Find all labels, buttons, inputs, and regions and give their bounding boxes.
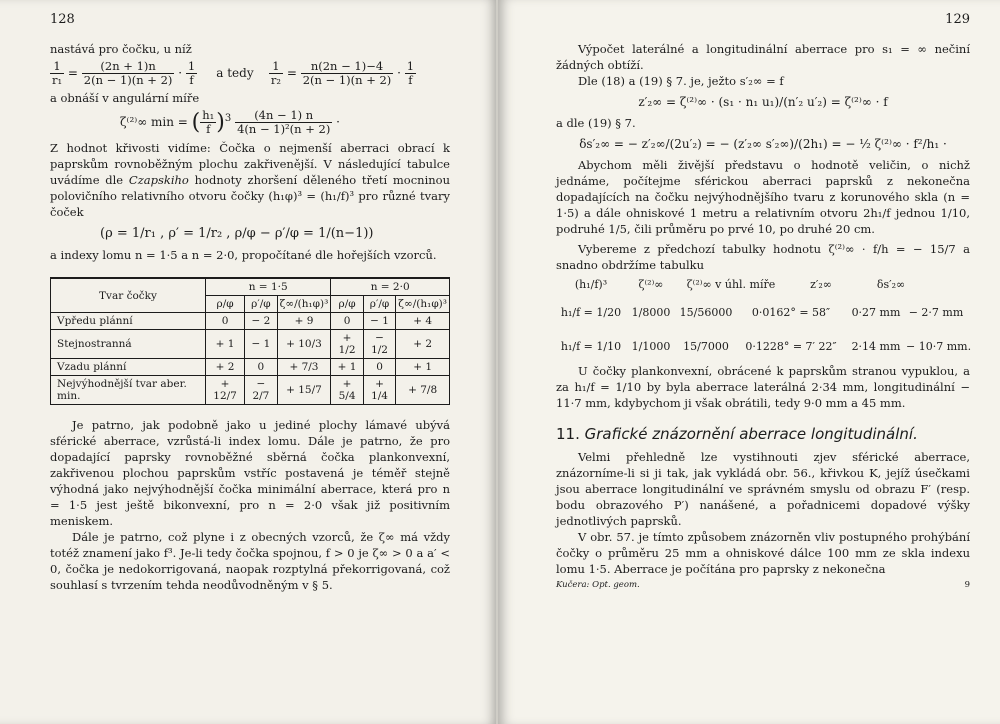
right-paragraph-7: V obr. 57. je tímto způsobem znázorněn vliv postupného prohýbání čočky o průměru 25 mm a ohniskové dálce 100 mm ze skla indexu lomu 1·5. Aberrace je počítána pro paprsky z nekonečna <box>556 530 970 576</box>
table-subheader: ρ′/φ <box>363 296 395 313</box>
table-subheader: ζ∞/(h₁φ)³ <box>396 296 450 313</box>
numeric-table-row: h₁/f = 1/10 1/1000 15/7000 0·1228° = 7′ 22″ 2·14 mm − 10·7 mm. <box>560 339 972 353</box>
right-paragraph-5: U čočky plankonvexní, obrácené k paprskům stranou vypuklou, a za h₁/f = 1/10 by byla aberrace laterálná 2·34 mm, longitudinální − 11·7 mm, kdybychom ji však obrátili, tedy 9·0 mm a 45 mm. <box>556 364 970 410</box>
equation-z: z′₂∞ = ζ⁽²⁾∞ · (s₁ · n₁ u₁)/(n′₂ u′₂) = ζ⁽²⁾∞ · f <box>638 95 888 109</box>
numeric-table <box>556 273 970 363</box>
table-subheader: ρ/φ <box>206 296 245 313</box>
table-subheader: ζ∞/(h₁φ)³ <box>277 296 331 313</box>
section-title: Grafické znázornění aberrace longitudinální. <box>584 425 918 443</box>
equation-ds: δs′₂∞ = − z′₂∞/(2u′₂) = − (z′₂∞ s′₂∞)/(2h₁) = − ½ ζ⁽²⁾∞ · f²/h₁ · <box>579 137 947 151</box>
table-subheader: ρ′/φ <box>245 296 277 313</box>
left-paragraph-2: Je patrno, jak podobně jako u jediné plochy lámavé ubývá sférické aberrace, vzrůstá-li index lomu. Dále je patrno, že pro dopadající paprsky rovnoběžné sběrná čočka plankonvexní, zakřivenou plochou paprskům vstříc postavená je téměř stejně výhodná jako nejvýhodnější čočka minimální aberrace, která pro n = 1·5 jest ještě bikonvexní, pro n = 2·0 však již positivním meniskem. <box>50 418 450 528</box>
right-paragraph-2: Dle (18) a (19) § 7. je, ježto s′₂∞ = f <box>578 74 784 88</box>
table-header-n15: n = 1·5 <box>206 278 331 296</box>
table-row: Stejnostranná + 1 − 1 + 10/3 + 1/2 − 1/2 + 2 <box>51 330 450 359</box>
page-footer <box>556 580 970 590</box>
left-intro: nastává pro čočku, u níž <box>50 42 192 56</box>
left-indexy: a indexy lomu n = 1·5 a n = 2·0, propočítané dle hořejších vzorců. <box>50 248 437 262</box>
left-obnasi: a obnáší v angulární míře <box>50 91 200 105</box>
table-row: Nejvýhodnější tvar aber. min. + 12/7 − 2/7 + 15/7 + 5/4 + 1/4 + 7/8 <box>51 376 450 405</box>
table-header-shape: Tvar čočky <box>51 278 206 313</box>
right-paragraph-6: Velmi přehledně lze vystihnouti zjev sférické aberrace, znázorníme-li si ji tak, jak vykládá obr. 56., křivkou K, jejíž úsečkami jsou aberrace longitudinální ve správném smyslu od obrazu F′ (resp. bodu obrazového P′) nanášené, a pořadnicemi dopadové výšky jednotlivých paprsků. <box>556 450 970 528</box>
right-paragraph-4: Vybereme z předchozí tabulky hodnotu ζ⁽²⁾∞ · f/h = − 15/7 a snadno obdržíme tabulku <box>556 242 970 272</box>
numeric-table-row: h₁/f = 1/20 1/8000 15/56000 0·0162° = 58″ 0·27 mm − 2·7 mm <box>560 305 964 319</box>
left-paragraph-1: Z hodnot křivosti vidíme: Čočka o nejmenší aberraci obrací k paprskům rovnoběžným plochu zakřivenější. V následující tabulce uvádíme dle Czapskiho hodnoty zhoršení děleného třetí mocninou polovičního relativního otvoru čočky (h₁φ)³ = (h₁/f)³ pro různé tvary čoček <box>50 141 450 219</box>
table-row: Vzadu plánní + 2 0 + 7/3 + 1 0 + 1 <box>51 359 450 376</box>
right-paragraph-1: Výpočet laterálné a longitudinální aberrace pro s₁ = ∞ nečiní žádných obtíží. <box>556 42 970 72</box>
table-subheader: ρ/φ <box>331 296 363 313</box>
right-adle: a dle (19) § 7. <box>556 116 636 130</box>
equation-connector: a tedy <box>216 66 254 80</box>
table-header-n20: n = 2·0 <box>331 278 450 296</box>
left-page-number: 128 <box>50 12 75 27</box>
right-paragraph-3: Abychom měli živější představu o hodnotě veličin, o nichž jednáme, počítejme sférickou aberraci paprsků z nekonečna dopadajících na čočku nejvýhodnějšího tvaru z korunového skla (n = 1·5) a dále ohniskové 1 metru a relativním otvoru 2h₁/f jednou 1/10, podruhé 1/5, čili průměru po prvé 10, po druhé 20 cm. <box>556 158 970 236</box>
left-page <box>0 0 496 724</box>
equation-zeta-min: ζ⁽²⁾∞ min = ( $\frac{\text{h₁}}{f}$ )$^3$ $\frac{(4n - 1) n}{\text{4(n − 1)²(n + 2)}}$ · <box>120 108 340 136</box>
right-page <box>498 0 1000 724</box>
section-heading <box>556 425 970 443</box>
footer-sheet-number: 9 <box>964 580 970 590</box>
footer-signature: Kučera: Opt. geom. <box>556 580 640 590</box>
right-page-number: 129 <box>945 12 970 27</box>
left-paragraph-3: Dále je patrno, což plyne i z obecných vzorců, že ζ∞ má vždy totéž znamení jako f³. Je-li tedy čočka spojnou, f > 0 je ζ∞ > 0 a a′ < 0, čočka je nedokorrigovaná, naopak rozptylná překorrigovaná, což souhlasí s tvrzením tehda neodůvodněným v § 5. <box>50 530 450 592</box>
section-number: 11. <box>556 425 580 443</box>
rho-definitions: (ρ = 1/r₁ , ρ′ = 1/r₂ , ρ/φ − ρ′/φ = 1/(n−1)) <box>100 226 374 241</box>
equation-r1: $\frac{1}{\text{r₁}}$ = $\frac{(2n + 1)n}{2(n - 1)(n + 2)}$ · $\frac{1}{f}$ a tedy $\frac{1}{\text{r₂}}$ = $\frac{n(2n - 1)-4}{2(n - 1)(n + 2)}$ · $\frac{1}{f}$ <box>52 59 415 87</box>
numeric-table-header: (h₁/f)³ ζ⁽²⁾∞ ζ⁽²⁾∞ v úhl. míře z′₂∞ δs′₂∞ <box>574 277 906 291</box>
aberration-table <box>50 277 450 405</box>
table-row: Vpředu plánní 0 − 2 + 9 0 − 1 + 4 <box>51 313 450 330</box>
